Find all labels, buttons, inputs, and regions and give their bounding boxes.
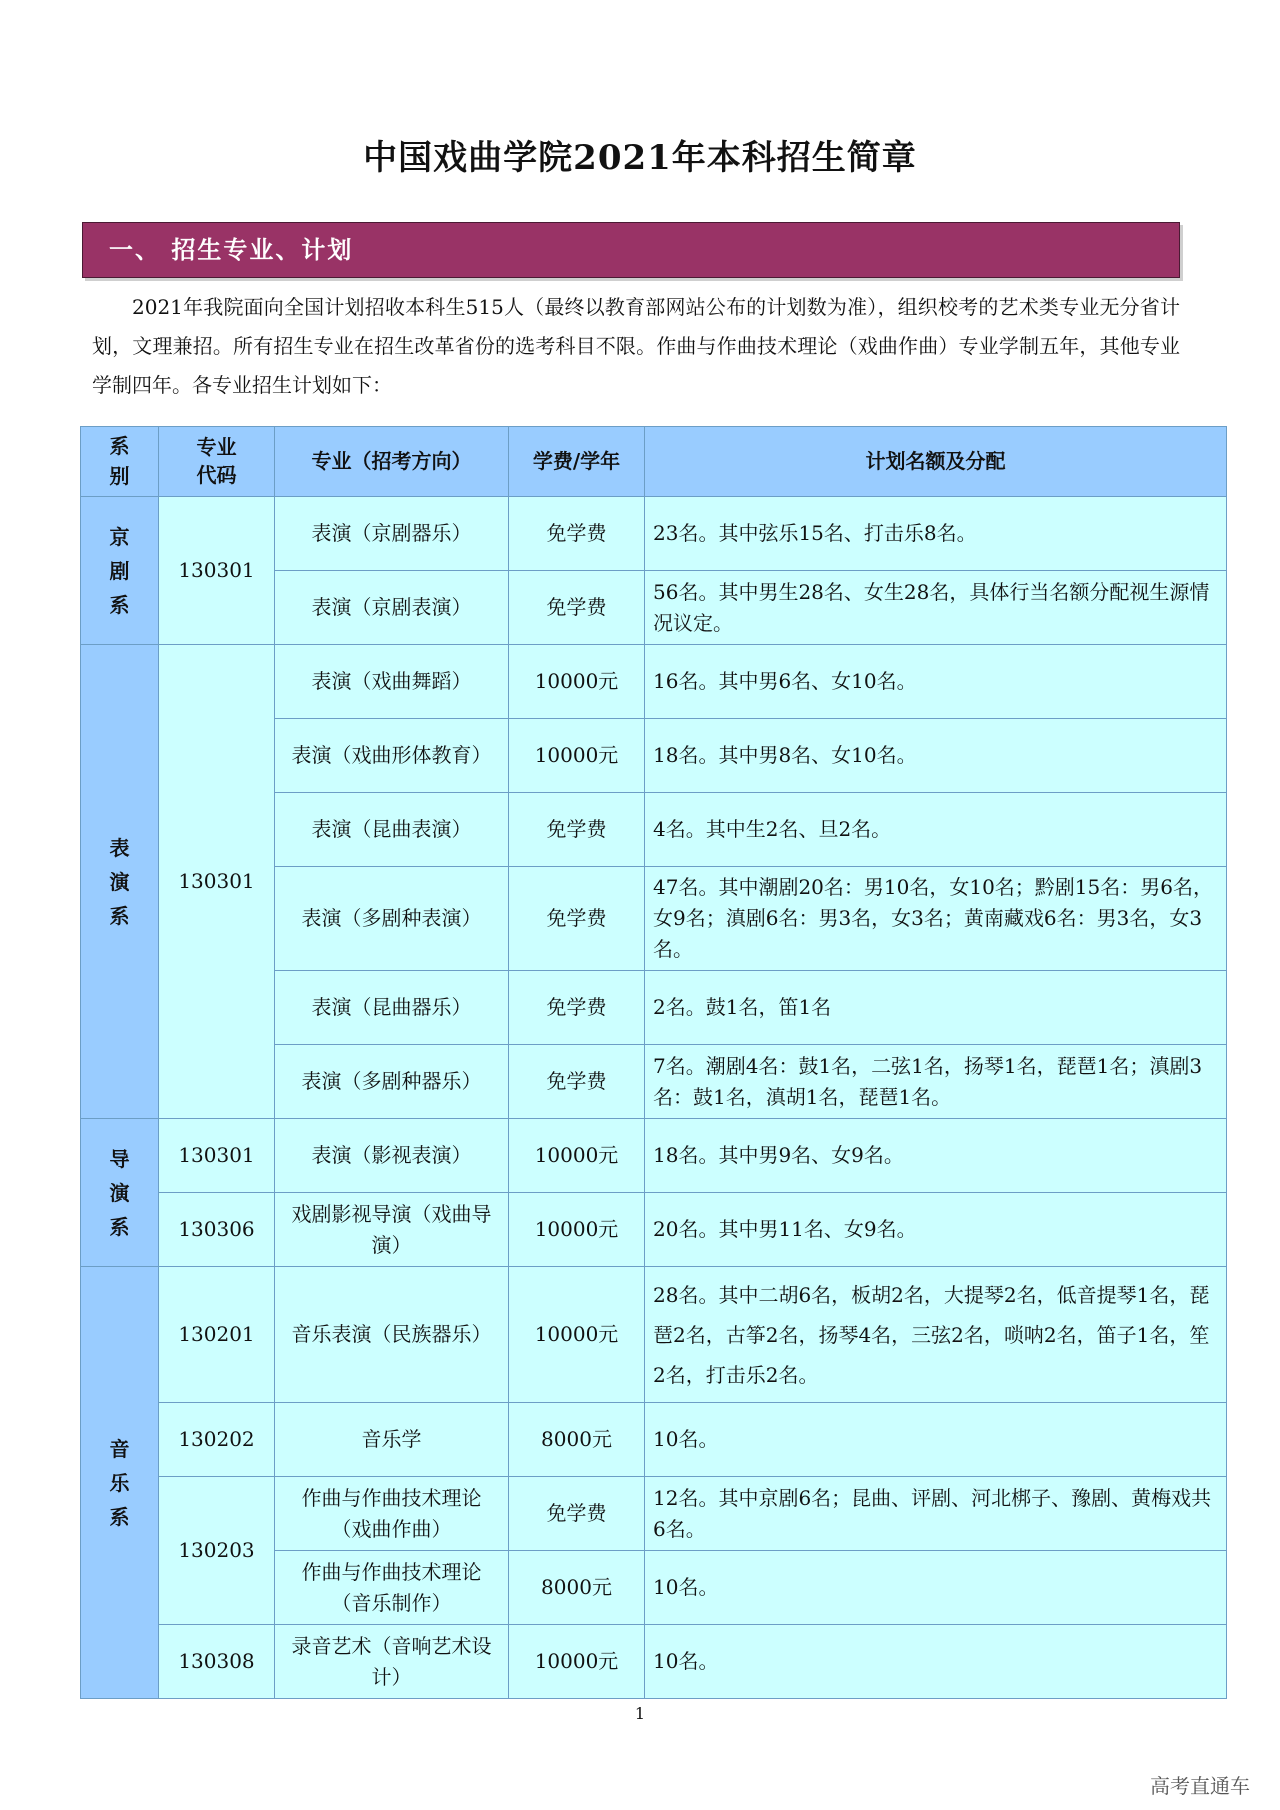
- major-cell: 表演（多剧种器乐）: [275, 1045, 509, 1119]
- fee-cell: 10000元: [509, 1119, 645, 1193]
- table-row: [81, 1119, 1227, 1193]
- page-title: 中国戏曲学院2021年本科招生简章: [363, 138, 917, 178]
- fee-cell: 免学费: [509, 867, 645, 971]
- quota-cell: 56名。其中男生28名、女生28名，具体行当名额分配视生源情况议定。: [645, 571, 1227, 645]
- quota-cell: 16名。其中男6名、女10名。: [645, 645, 1227, 719]
- table-row: [81, 1193, 1227, 1267]
- quota-cell: 10名。: [645, 1403, 1227, 1477]
- major-cell: 表演（戏曲舞蹈）: [275, 645, 509, 719]
- table-header-row: [81, 427, 1227, 497]
- table-row: [81, 497, 1227, 571]
- fee-cell: 免学费: [509, 497, 645, 571]
- quota-cell: 18名。其中男8名、女10名。: [645, 719, 1227, 793]
- header-dept: 系别: [81, 427, 159, 497]
- quota-cell: 47名。其中潮剧20名：男10名，女10名；黔剧15名：男6名，女9名；滇剧6名：男3名，女3名；黄南藏戏6名：男3名，女3名。: [645, 867, 1227, 971]
- major-cell: 音乐学: [275, 1403, 509, 1477]
- dept-cell: 导演系: [81, 1119, 159, 1267]
- fee-cell: 免学费: [509, 1045, 645, 1119]
- quota-cell: 28名。其中二胡6名，板胡2名，大提琴2名，低音提琴1名，琵琶2名，古筝2名，扬琴4名，三弦2名，唢呐2名，笛子1名，笙2名，打击乐2名。: [645, 1267, 1227, 1403]
- table-row: [81, 1477, 1227, 1551]
- major-cell: 表演（戏曲形体教育）: [275, 719, 509, 793]
- quota-cell: 4名。其中生2名、旦2名。: [645, 793, 1227, 867]
- header-code: 专业代码: [159, 427, 275, 497]
- major-cell: 表演（昆曲表演）: [275, 793, 509, 867]
- quota-cell: 12名。其中京剧6名；昆曲、评剧、河北梆子、豫剧、黄梅戏共6名。: [645, 1477, 1227, 1551]
- fee-cell: 10000元: [509, 719, 645, 793]
- fee-cell: 10000元: [509, 645, 645, 719]
- major-cell: 表演（京剧表演）: [275, 571, 509, 645]
- major-cell: 作曲与作曲技术理论（音乐制作）: [275, 1551, 509, 1625]
- fee-cell: 10000元: [509, 1193, 645, 1267]
- table-row: [81, 1403, 1227, 1477]
- code-cell: 130301: [159, 497, 275, 645]
- header-fee: 学费/学年: [509, 427, 645, 497]
- code-cell: 130201: [159, 1267, 275, 1403]
- major-cell: 表演（京剧器乐）: [275, 497, 509, 571]
- major-cell: 表演（昆曲器乐）: [275, 971, 509, 1045]
- major-cell: 表演（影视表演）: [275, 1119, 509, 1193]
- header-major: 专业（招考方向）: [275, 427, 509, 497]
- fee-cell: 免学费: [509, 571, 645, 645]
- page-number: 1: [634, 1704, 646, 1723]
- code-cell: 130301: [159, 645, 275, 1119]
- quota-cell: 10名。: [645, 1625, 1227, 1699]
- major-cell: 表演（多剧种表演）: [275, 867, 509, 971]
- header-quota: 计划名额及分配: [645, 427, 1227, 497]
- fee-cell: 免学费: [509, 793, 645, 867]
- dept-cell: 表演系: [81, 645, 159, 1119]
- fee-cell: 10000元: [509, 1625, 645, 1699]
- dept-cell: 音乐系: [81, 1267, 159, 1699]
- quota-cell: 2名。鼓1名，笛1名: [645, 971, 1227, 1045]
- quota-cell: 23名。其中弦乐15名、打击乐8名。: [645, 497, 1227, 571]
- code-cell: 130306: [159, 1193, 275, 1267]
- code-cell: 130202: [159, 1403, 275, 1477]
- code-cell: 130301: [159, 1119, 275, 1193]
- quota-cell: 18名。其中男9名、女9名。: [645, 1119, 1227, 1193]
- fee-cell: 8000元: [509, 1551, 645, 1625]
- fee-cell: 10000元: [509, 1267, 645, 1403]
- quota-cell: 10名。: [645, 1551, 1227, 1625]
- code-cell: 130308: [159, 1625, 275, 1699]
- dept-cell: 京剧系: [81, 497, 159, 645]
- watermark-text: 高考直通车: [1150, 1774, 1250, 1798]
- major-cell: 录音艺术（音响艺术设计）: [275, 1625, 509, 1699]
- fee-cell: 8000元: [509, 1403, 645, 1477]
- table-row: [81, 1267, 1227, 1403]
- intro-paragraph: 2021年我院面向全国计划招收本科生515人（最终以教育部网站公布的计划数为准），组织校考的艺术类专业无分省计划，文理兼招。所有招生专业在招生改革省份的选考科目不限。作曲与作曲技术理论（戏曲作曲）专业学制五年，其他专业学制四年。各专业招生计划如下：: [92, 295, 1180, 397]
- major-cell: 作曲与作曲技术理论（戏曲作曲）: [275, 1477, 509, 1551]
- fee-cell: 免学费: [509, 1477, 645, 1551]
- major-cell: 戏剧影视导演（戏曲导演）: [275, 1193, 509, 1267]
- table-row: [81, 1625, 1227, 1699]
- section-heading: 一、 招生专业、计划: [82, 222, 1180, 278]
- table-row: [81, 645, 1227, 719]
- quota-cell: 7名。潮剧4名：鼓1名，二弦1名，扬琴1名，琵琶1名；滇剧3名：鼓1名，滇胡1名，琵琶1名。: [645, 1045, 1227, 1119]
- fee-cell: 免学费: [509, 971, 645, 1045]
- major-cell: 音乐表演（民族器乐）: [275, 1267, 509, 1403]
- enrollment-plan-table: [80, 426, 1227, 1699]
- quota-cell: 20名。其中男11名、女9名。: [645, 1193, 1227, 1267]
- code-cell: 130203: [159, 1477, 275, 1625]
